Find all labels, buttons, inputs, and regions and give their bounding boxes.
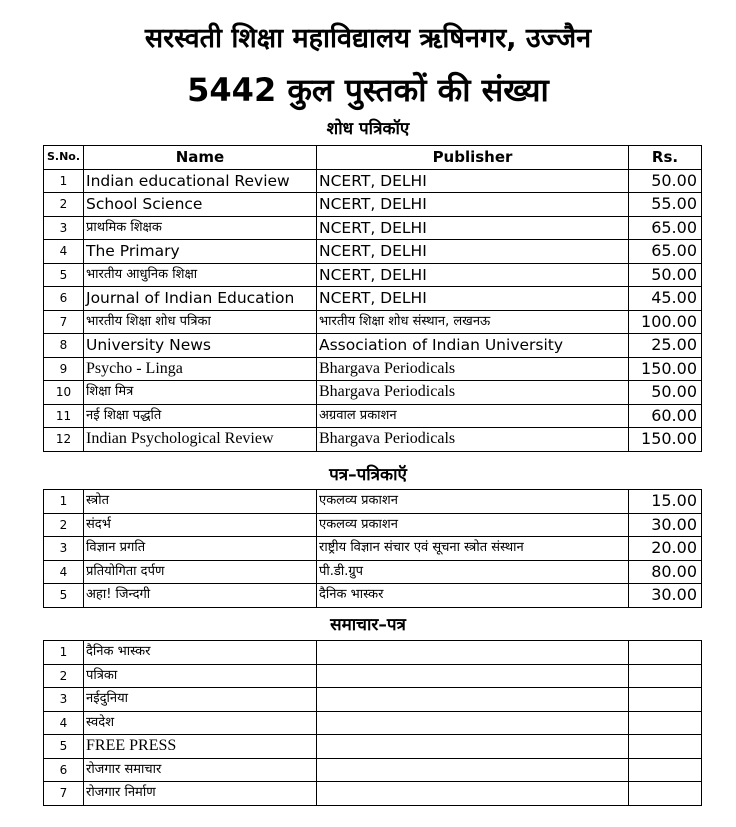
row-name: स्त्रोत bbox=[84, 490, 317, 514]
table-row bbox=[44, 641, 702, 665]
row-name: FREE PRESS bbox=[84, 735, 317, 759]
row-publisher: Bhargava Periodicals bbox=[317, 381, 629, 405]
row-name: School Science bbox=[84, 193, 317, 217]
row-publisher bbox=[317, 735, 629, 759]
row-publisher: अग्रवाल प्रकाशन bbox=[317, 404, 629, 428]
row-sno: 5 bbox=[44, 735, 84, 759]
row-sno: 1 bbox=[44, 641, 84, 665]
row-publisher bbox=[317, 782, 629, 806]
row-name: रोजगार निर्माण bbox=[84, 782, 317, 806]
row-publisher: NCERT, DELHI bbox=[317, 169, 629, 193]
row-name: स्वदेश bbox=[84, 711, 317, 735]
row-price: 150.00 bbox=[629, 357, 702, 381]
row-name: भारतीय आधुनिक शिक्षा bbox=[84, 263, 317, 287]
table-row bbox=[44, 216, 702, 240]
college-title: सरस्वती शिक्षा महाविद्यालय ऋषिनगर, उज्जैन bbox=[144, 23, 592, 54]
row-price: 50.00 bbox=[629, 263, 702, 287]
research-journals-table bbox=[43, 145, 702, 452]
row-name: प्रतियोगिता दर्पण bbox=[84, 560, 317, 584]
row-price: 60.00 bbox=[629, 404, 702, 428]
table-row bbox=[44, 263, 702, 287]
row-name: Journal of Indian Education bbox=[84, 287, 317, 311]
magazines-table bbox=[43, 489, 702, 608]
research-journals-heading: शोध पत्रिकॉए bbox=[326, 119, 410, 139]
row-name: संदर्भ bbox=[84, 513, 317, 537]
table-row bbox=[44, 428, 702, 452]
row-price: 30.00 bbox=[629, 513, 702, 537]
table-row bbox=[44, 584, 702, 608]
row-price: 15.00 bbox=[629, 490, 702, 514]
row-price bbox=[629, 735, 702, 759]
table-row bbox=[44, 560, 702, 584]
row-sno: 2 bbox=[44, 664, 84, 688]
row-sno: 4 bbox=[44, 240, 84, 264]
row-price: 100.00 bbox=[629, 310, 702, 334]
table-row bbox=[44, 287, 702, 311]
table-row bbox=[44, 782, 702, 806]
table-row bbox=[44, 334, 702, 358]
row-sno: 2 bbox=[44, 513, 84, 537]
row-publisher: NCERT, DELHI bbox=[317, 263, 629, 287]
table-row bbox=[44, 758, 702, 782]
row-publisher: Association of Indian University bbox=[317, 334, 629, 358]
row-publisher bbox=[317, 758, 629, 782]
row-sno: 4 bbox=[44, 711, 84, 735]
row-price: 80.00 bbox=[629, 560, 702, 584]
row-sno: 8 bbox=[44, 334, 84, 358]
row-publisher bbox=[317, 711, 629, 735]
row-price: 150.00 bbox=[629, 428, 702, 452]
row-sno: 4 bbox=[44, 560, 84, 584]
row-name: विज्ञान प्रगति bbox=[84, 537, 317, 561]
row-name: Psycho - Linga bbox=[84, 357, 317, 381]
row-sno: 7 bbox=[44, 310, 84, 334]
row-name: University News bbox=[84, 334, 317, 358]
row-publisher: राष्ट्रीय विज्ञान संचार एवं सूचना स्त्रोत संस्थान bbox=[317, 537, 629, 561]
row-sno: 1 bbox=[44, 490, 84, 514]
row-sno: 3 bbox=[44, 537, 84, 561]
name-header: Name bbox=[84, 146, 317, 170]
row-price: 50.00 bbox=[629, 169, 702, 193]
table-row bbox=[44, 240, 702, 264]
row-name: The Primary bbox=[84, 240, 317, 264]
row-name: पत्रिका bbox=[84, 664, 317, 688]
row-name: रोजगार समाचार bbox=[84, 758, 317, 782]
row-name: Indian Psychological Review bbox=[84, 428, 317, 452]
newspapers-heading: समाचार–पत्र bbox=[330, 615, 406, 635]
row-price: 65.00 bbox=[629, 240, 702, 264]
row-sno: 1 bbox=[44, 169, 84, 193]
table-row bbox=[44, 513, 702, 537]
row-sno: 5 bbox=[44, 584, 84, 608]
row-publisher: एकलव्य प्रकाशन bbox=[317, 490, 629, 514]
row-sno: 12 bbox=[44, 428, 84, 452]
row-sno: 5 bbox=[44, 263, 84, 287]
table-row bbox=[44, 357, 702, 381]
row-price: 25.00 bbox=[629, 334, 702, 358]
table-row bbox=[44, 711, 702, 735]
row-name: भारतीय शिक्षा शोध पत्रिका bbox=[84, 310, 317, 334]
magazines-heading: पत्र–पत्रिकाऍ bbox=[329, 465, 407, 485]
publisher-header: Publisher bbox=[317, 146, 629, 170]
row-name: अहा! जिन्दगी bbox=[84, 584, 317, 608]
row-publisher: दैनिक भास्कर bbox=[317, 584, 629, 608]
row-price bbox=[629, 758, 702, 782]
row-price bbox=[629, 688, 702, 712]
table-row bbox=[44, 169, 702, 193]
table-row bbox=[44, 193, 702, 217]
row-publisher: एकलव्य प्रकाशन bbox=[317, 513, 629, 537]
row-sno: 9 bbox=[44, 357, 84, 381]
total-books-title: 5442 कुल पुस्तकों की संख्या bbox=[187, 71, 549, 109]
row-publisher bbox=[317, 664, 629, 688]
row-publisher: Bhargava Periodicals bbox=[317, 357, 629, 381]
row-publisher: NCERT, DELHI bbox=[317, 287, 629, 311]
row-price: 20.00 bbox=[629, 537, 702, 561]
table-row bbox=[44, 537, 702, 561]
table-row bbox=[44, 310, 702, 334]
row-name: शिक्षा मित्र bbox=[84, 381, 317, 405]
row-price: 65.00 bbox=[629, 216, 702, 240]
row-publisher: पी.डी.ग्रुप bbox=[317, 560, 629, 584]
row-price: 45.00 bbox=[629, 287, 702, 311]
sno-header: S.No. bbox=[44, 146, 84, 170]
row-price: 55.00 bbox=[629, 193, 702, 217]
row-price bbox=[629, 711, 702, 735]
row-publisher: NCERT, DELHI bbox=[317, 216, 629, 240]
row-price: 50.00 bbox=[629, 381, 702, 405]
row-sno: 7 bbox=[44, 782, 84, 806]
table-row bbox=[44, 664, 702, 688]
row-sno: 2 bbox=[44, 193, 84, 217]
row-publisher: भारतीय शिक्षा शोध संस्थान, लखनऊ bbox=[317, 310, 629, 334]
row-name: प्राथमिक शिक्षक bbox=[84, 216, 317, 240]
row-price bbox=[629, 641, 702, 665]
row-sno: 3 bbox=[44, 216, 84, 240]
table-row bbox=[44, 490, 702, 514]
row-publisher bbox=[317, 641, 629, 665]
row-price: 30.00 bbox=[629, 584, 702, 608]
row-publisher: NCERT, DELHI bbox=[317, 193, 629, 217]
row-name: नई शिक्षा पद्धति bbox=[84, 404, 317, 428]
row-price bbox=[629, 782, 702, 806]
row-sno: 6 bbox=[44, 758, 84, 782]
table-header-row bbox=[44, 146, 702, 170]
table-row bbox=[44, 735, 702, 759]
row-price bbox=[629, 664, 702, 688]
rs-header: Rs. bbox=[629, 146, 702, 170]
newspapers-table bbox=[43, 640, 702, 806]
table-row bbox=[44, 688, 702, 712]
row-publisher: NCERT, DELHI bbox=[317, 240, 629, 264]
table-row bbox=[44, 381, 702, 405]
row-publisher bbox=[317, 688, 629, 712]
row-sno: 11 bbox=[44, 404, 84, 428]
table-row bbox=[44, 404, 702, 428]
row-name: नईदुनिया bbox=[84, 688, 317, 712]
row-sno: 3 bbox=[44, 688, 84, 712]
row-publisher: Bhargava Periodicals bbox=[317, 428, 629, 452]
row-sno: 6 bbox=[44, 287, 84, 311]
row-name: दैनिक भास्कर bbox=[84, 641, 317, 665]
row-sno: 10 bbox=[44, 381, 84, 405]
row-name: Indian educational Review bbox=[84, 169, 317, 193]
